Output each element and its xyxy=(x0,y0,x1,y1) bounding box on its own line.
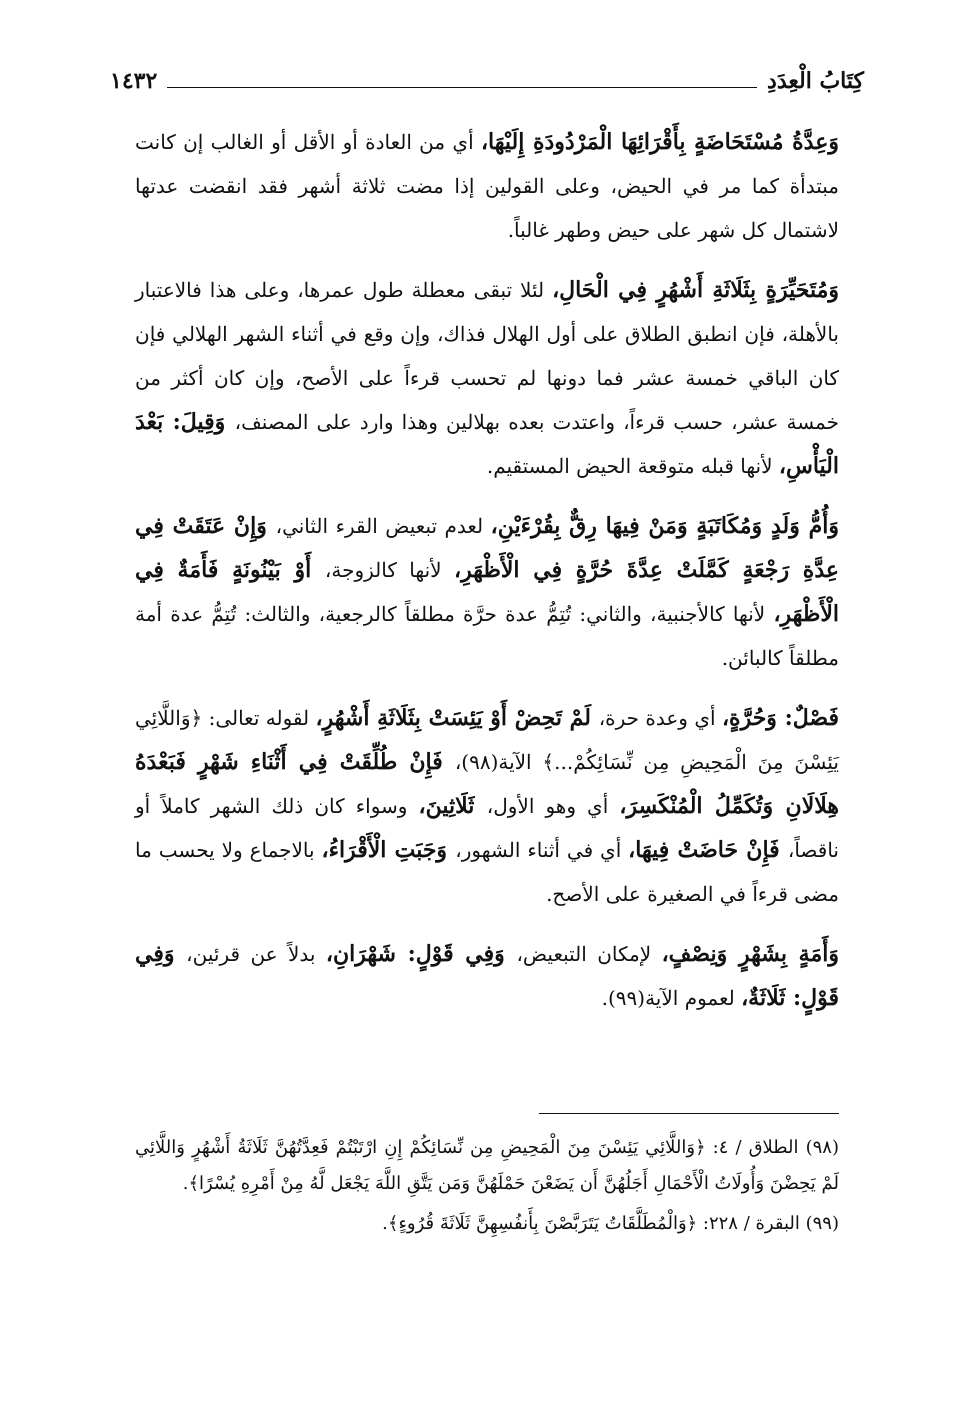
chapter-title: كِتَابُ الْعِدَدِ xyxy=(767,68,864,94)
commentary-text: لعدم تبعيض القرء الثاني، xyxy=(275,514,491,538)
matn-text: ثَلَاثِينَ، xyxy=(418,793,487,819)
paragraph xyxy=(135,120,839,252)
commentary-text: لإمكان التبعيض، xyxy=(516,942,662,966)
commentary-text: لعموم الآية(٩٩). xyxy=(601,986,742,1010)
matn-text: وَقِيلَ: بَعْدَ الْيَأْسِ، xyxy=(135,409,839,479)
commentary-text: لأنها كالأجنبية، والثاني: تُتِمُّ عدة حرَّة مطلقاً كالرجعية، والثالث: تُتِمُّ عدة أمة مطلقاً كالبائن. xyxy=(135,602,839,670)
commentary-text: لقوله تعالى: ﴿وَاللَّائِي يَئِسْنَ مِنَ الْمَحِيضِ مِن نِّسَائِكُمْ...﴾ الآية(٩٨)، xyxy=(135,706,840,774)
matn-text: وَفِي قَوْلٍ: شَهْرَانِ، xyxy=(325,941,517,967)
matn-text: وَأَمَةٍ بِشَهْرٍ وَنِصْفٍ، xyxy=(661,941,839,967)
commentary-text: أي وعدة حرة، xyxy=(598,706,722,730)
commentary-text: لأنها قبله متوقعة الحيض المستقيم. xyxy=(486,454,779,478)
matn-text: وَجَبَتِ الْأَقْرَاءُ، xyxy=(321,837,456,863)
matn-text: أَوْ بَيْنُونَةٍ فَأَمَةٌ فِي الْأَظْهَرِ، xyxy=(135,557,839,627)
commentary-text: لأنها كالزوجة، xyxy=(324,558,454,582)
matn-text: وَعِدَّةُ مُسْتَحَاضَةٍ بِأَقْرَائِهَا الْمَرْدُودَةِ إِلَيْهَا، xyxy=(480,129,839,155)
commentary-text: أي من العادة أو الأقل أو الغالب إن كانت مبتدأة كما مر في الحيض، وعلى القولين إذا مضت ثلاثة أشهر فقد انقضت عدتها لاشتمال كل شهر على حيض وطهر غالباً. xyxy=(135,130,839,242)
paragraph xyxy=(135,932,839,1020)
commentary-text: أي وهو الأول، xyxy=(486,794,620,818)
section-heading: فَصْلٌ: وَحُرَّةٍ، xyxy=(721,705,839,731)
matn-text: وَإِنْ عَتَقَتْ فِي عِدَّةِ رَجْعَةٍ كَمَّلَتْ عِدَّةَ حُرَّةٍ فِي الْأَظْهَرِ، xyxy=(135,513,839,583)
commentary-text: بدلاً عن قرئين، xyxy=(186,942,326,966)
header-rule xyxy=(167,87,757,88)
commentary-text: لئلا تبقى معطلة طول عمرها، وعلى هذا فالاعتبار بالأهلة، فإن انطبق الطلاق على أول الهلال فذاك، وإن وقع في أثناء الشهر الهلالي فإن كان الباقي خمسة عشر فما دونها لم تحسب قرءاً على الأصح، وإن كان أكثر من خمسة عشر، حسب قرءاً، واعتدت بعده بهلالين وهذا وارد على المصنف، xyxy=(135,278,839,434)
matn-text: وَأُمُّ وَلَدٍ وَمُكَاتَبَةٍ وَمَنْ فِيهَا رِقٌّ بِقُرْءَيْنِ، xyxy=(490,513,839,539)
matn-text: وَفِي قَوْلٍ: ثَلَاثَةٌ، xyxy=(135,941,839,1011)
page-number: ١٤٣٢ xyxy=(110,68,158,94)
paragraph xyxy=(135,504,839,680)
footnote: (٩٨) الطلاق / ٤: ﴿وَاللَّائِي يَئِسْنَ مِنَ الْمَحِيضِ مِن نِّسَائِكُمْ إِنِ ارْتَبْتُمْ فَعِدَّتُهُنَّ ثَلَاثَةُ أَشْهُرٍ وَاللَّائِي لَمْ يَحِضْنَ وَأُولَاتُ الْأَحْمَالِ أَجَلُهُنَّ أَن يَضَعْنَ حَمْلَهُنَّ وَمَن يَتَّقِ اللَّهَ يَجْعَل لَّهُ مِنْ أَمْرِهِ يُسْرًا﴾. xyxy=(135,1137,839,1194)
page-header xyxy=(110,58,864,94)
paragraph xyxy=(135,268,839,488)
matn-text: فَإِنْ حَاضَتْ فِيهَا، xyxy=(628,837,788,863)
main-text xyxy=(135,120,839,1036)
commentary-text: بالاجماع ولا يحسب ما مضى قرءاً في الصغيرة على الأصح. xyxy=(135,838,839,906)
commentary-text: وسواء كان ذلك الشهر كاملاً أو ناقصاً، xyxy=(135,794,839,862)
matn-text: لَمْ تَحِضْ أَوْ يَئِسَتْ بِثَلَاثَةِ أَشْهُرٍ، xyxy=(315,705,599,731)
commentary-text: أي في أثناء الشهور، xyxy=(455,838,629,862)
footnotes xyxy=(135,1130,839,1246)
matn-text: وَمُتَحَيِّرَةٍ بِثَلَاثَةِ أَشْهُرٍ فِي الْحَالِ، xyxy=(552,277,839,303)
matn-text: فَإِنْ طُلِّقَتْ فِي أَثْنَاءِ شَهْرٍ فَبَعْدَهُ هِلَالَانِ وَتُكَمِّلُ الْمُنْكَسِرَ، xyxy=(135,749,839,819)
paragraph xyxy=(135,696,839,916)
footnote: (٩٩) البقرة / ٢٢٨: ﴿وَالْمُطَلَّقَاتُ يَتَرَبَّصْنَ بِأَنفُسِهِنَّ ثَلَاثَةَ قُرُوءٍ﴾. xyxy=(382,1213,839,1234)
footnote-separator xyxy=(539,1113,839,1114)
